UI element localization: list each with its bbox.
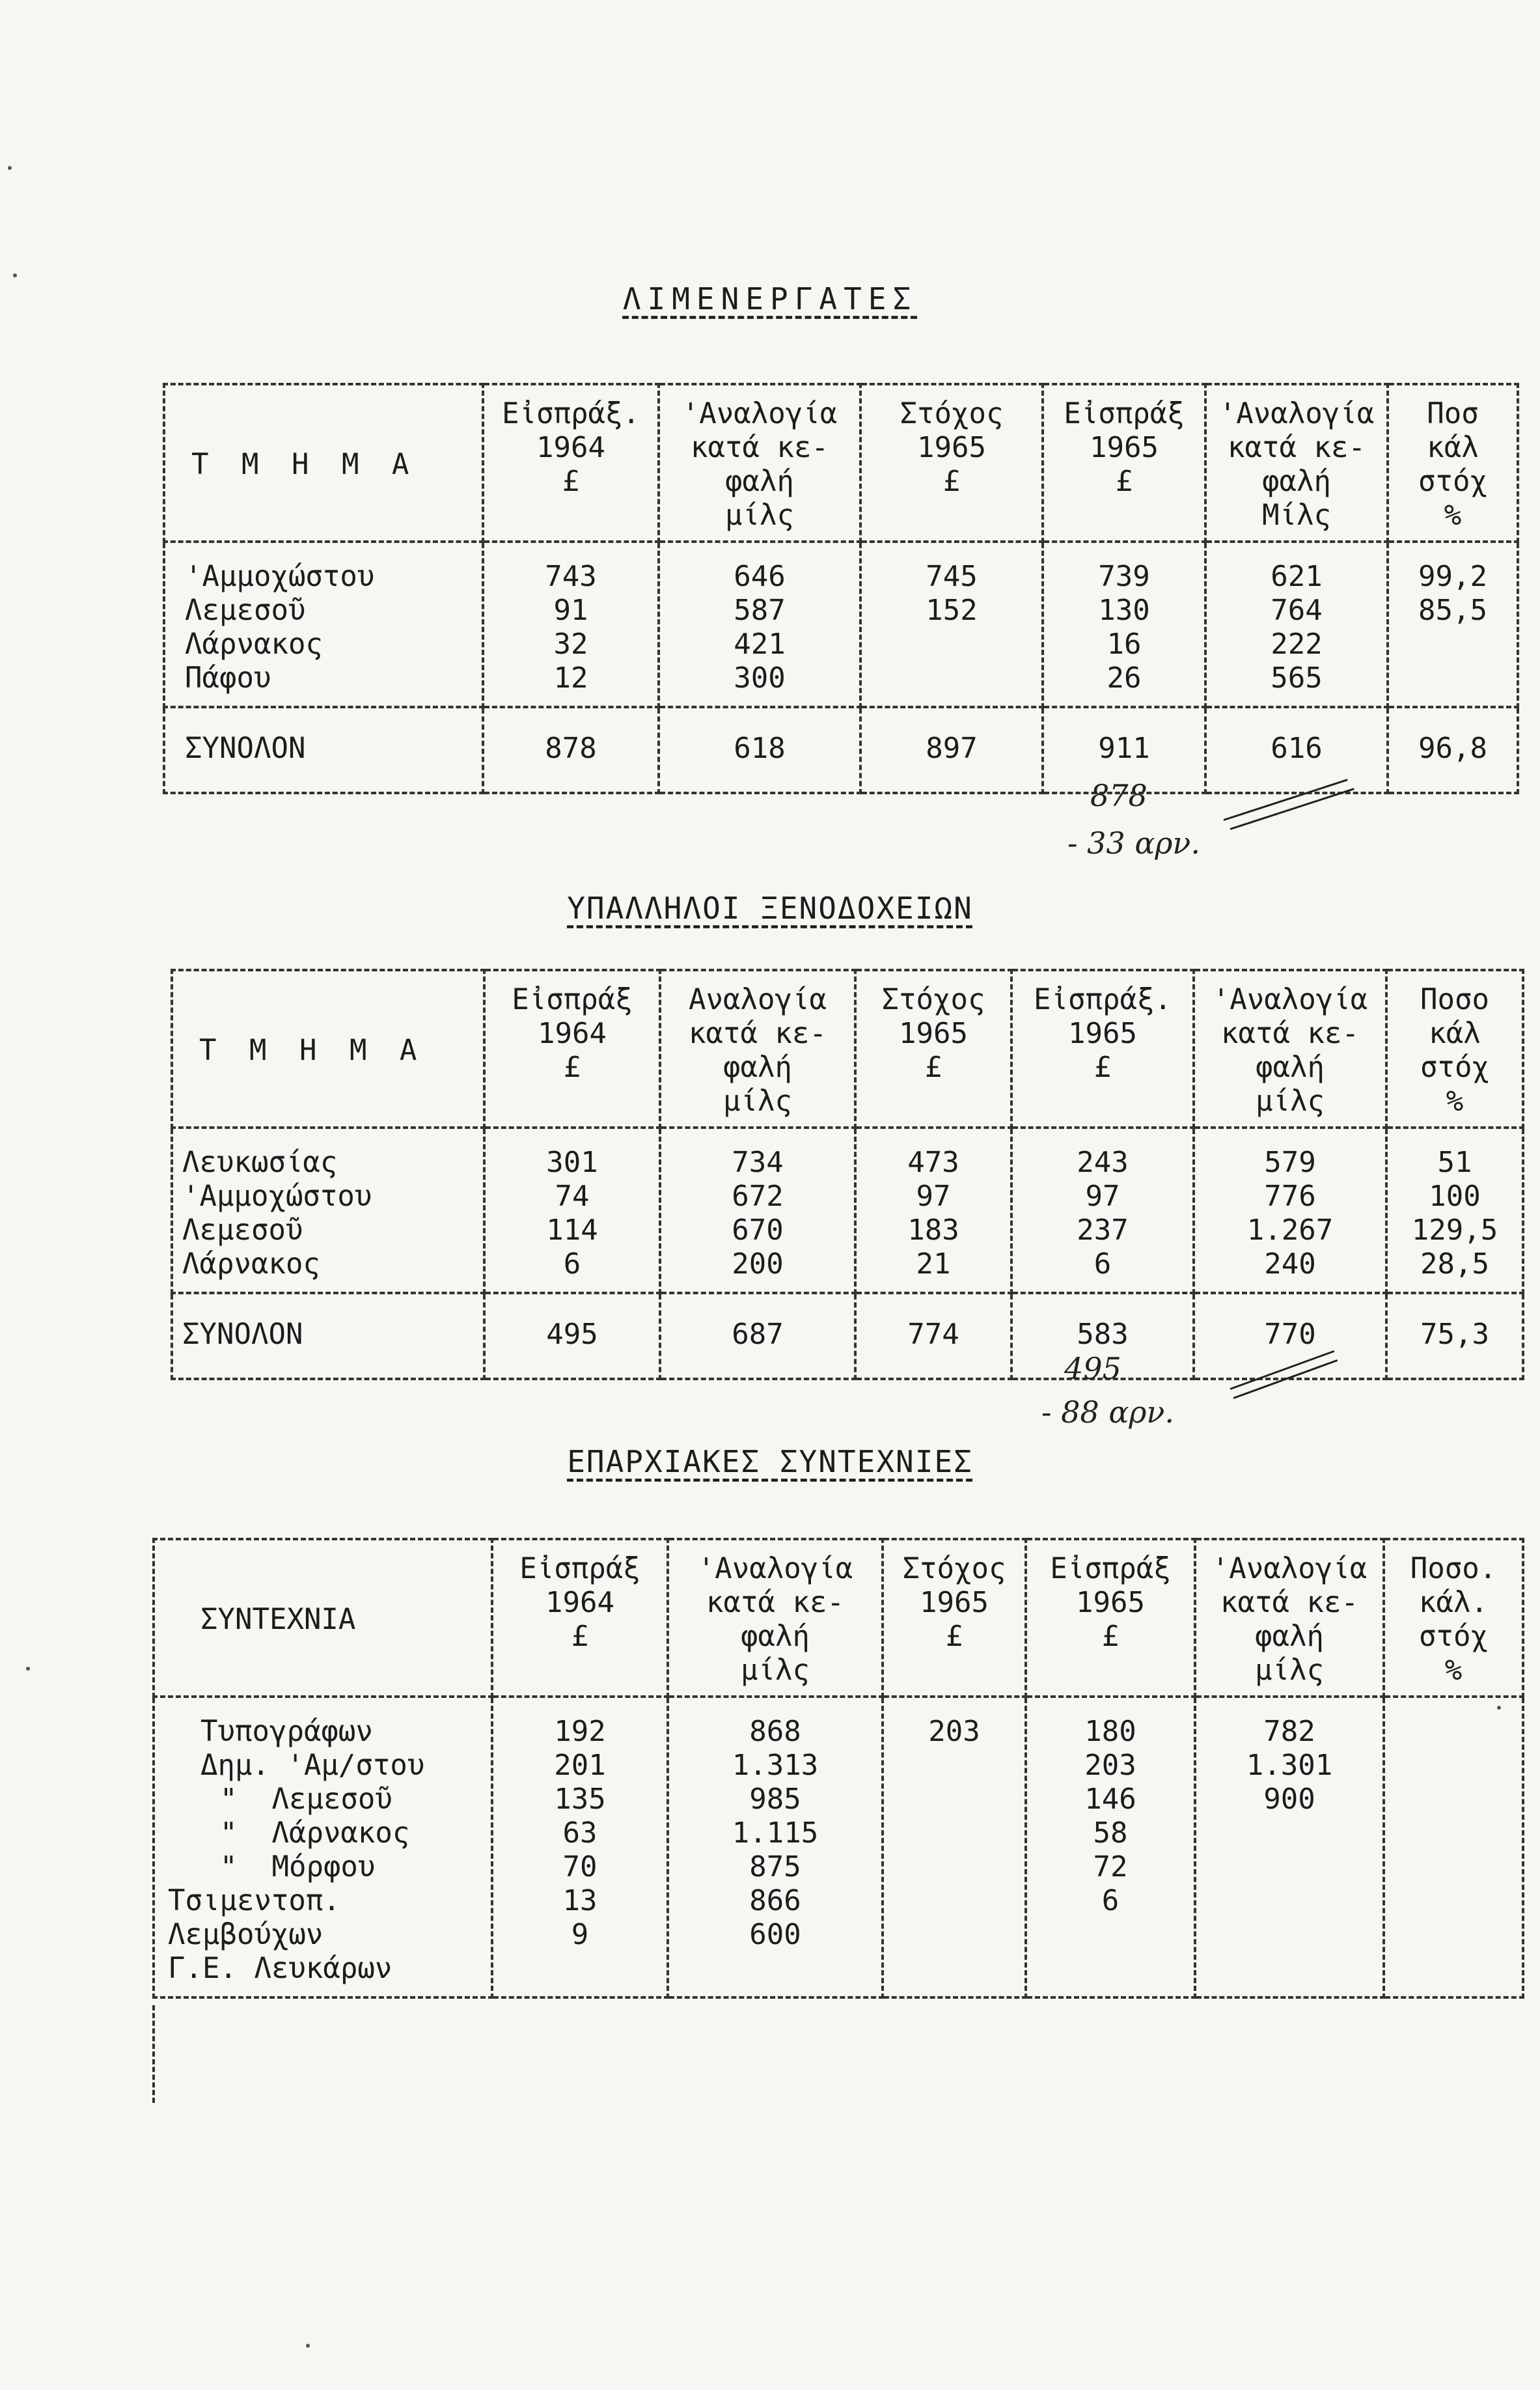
table-cell: 473: [907, 1146, 959, 1179]
ratio-1965-column: [1205, 542, 1388, 707]
table-cell: 201: [554, 1749, 606, 1782]
table-cell: 'Αμμοχώστου: [182, 1180, 372, 1213]
district-column: [172, 1128, 484, 1293]
total-cell: 616: [1205, 707, 1388, 793]
target-1965-column: [855, 1128, 1011, 1293]
ratio-1965-column: [1195, 1697, 1384, 1997]
receipts-1965-column: [1026, 1697, 1195, 1997]
column-header-receipts-1965: [1011, 970, 1194, 1128]
receipts-1964-column: [484, 1128, 660, 1293]
table-cell: " Μόρφου: [220, 1850, 376, 1883]
table-hotel-employees: [171, 969, 1524, 1380]
header-text: 'Αναλογία κατά κε- φαλή Μίλς: [1218, 397, 1375, 532]
total-row: [164, 707, 1518, 793]
table-cell: 621: [1271, 560, 1323, 593]
table-cell: Πάφου: [185, 661, 271, 695]
header-text: 'Αναλογία κατά κε- φαλή μίλς: [697, 1552, 853, 1687]
receipts-1964-column: [492, 1697, 668, 1997]
district-column: [164, 542, 483, 707]
header-text: Εἰσπράξ. 1965 £: [1034, 983, 1172, 1084]
target-1965-column: [860, 542, 1043, 707]
header-text: Ποσ κάλ στόχ %: [1418, 397, 1487, 532]
table-cell: 146: [1084, 1783, 1136, 1816]
table-cell: 237: [1077, 1214, 1129, 1247]
table-cell: 26: [1107, 661, 1142, 695]
table-header-row: [164, 384, 1518, 542]
header-text: Αναλογία κατά κε- φαλή μίλς: [689, 983, 827, 1118]
total-cell: 687: [660, 1293, 855, 1379]
table-body-rows: [172, 1128, 1523, 1293]
table-cell: 70: [562, 1850, 598, 1883]
table-cell: Τσιμεντοπ.: [168, 1884, 340, 1917]
column-header-ratio-1964: [660, 970, 855, 1128]
table-cell: 9: [571, 1918, 589, 1951]
table-cell: 866: [749, 1884, 801, 1917]
table-cell: 203: [1084, 1749, 1136, 1782]
percent-target-column: [1386, 1128, 1523, 1293]
ratio-1965-column: [1194, 1128, 1386, 1293]
table-cell: 421: [734, 628, 786, 661]
total-label: ΣΥΝΟΛΟΝ: [164, 707, 483, 793]
column-header-ratio-1964: [668, 1539, 883, 1697]
table-cell: Λεμεσοῦ: [182, 1214, 303, 1247]
handwritten-note: - 88 αρν.: [1041, 1395, 1175, 1430]
receipts-1965-column: [1043, 542, 1205, 707]
table-cell: 114: [546, 1214, 598, 1247]
table-cell: 13: [562, 1884, 598, 1917]
header-text: Ποσο κάλ στόχ %: [1420, 983, 1489, 1118]
total-cell: 897: [860, 707, 1043, 793]
table-cell: 868: [749, 1715, 801, 1748]
column-header-percent-target: [1384, 1539, 1523, 1697]
table-cell: 135: [554, 1783, 606, 1816]
table-cell: 97: [916, 1180, 951, 1213]
table-cell: 1.313: [732, 1749, 819, 1782]
ratio-1964-column: [659, 542, 860, 707]
scan-speck: [26, 1667, 30, 1671]
header-text: Εἰσπράξ 1964 £: [519, 1552, 640, 1653]
table-cell: 734: [732, 1146, 784, 1179]
table-cell: 'Αμμοχώστου: [185, 560, 375, 593]
column-header-target-1965: [860, 384, 1043, 542]
table-cell: 240: [1264, 1247, 1316, 1281]
column-header-ratio-1965: [1195, 1539, 1384, 1697]
total-cell: 75,3: [1386, 1293, 1523, 1379]
section-title-hotel-employees: ΥΠΑΛΛΗΛΟΙ ΞΕΝΟΔΟΧΕΙΩΝ: [567, 891, 973, 926]
table-cell: 180: [1084, 1715, 1136, 1748]
table-cell: Λεμβούχων: [168, 1918, 323, 1951]
receipts-1965-column: [1011, 1128, 1194, 1293]
column-header-percent-target: [1386, 970, 1523, 1128]
table-cell: 1.301: [1246, 1749, 1333, 1782]
table-cell: 985: [749, 1783, 801, 1816]
column-header-receipts-1964: [492, 1539, 668, 1697]
table-limenergates: [163, 383, 1519, 794]
table-header-row: [172, 970, 1523, 1128]
column-header-ratio-1965: [1205, 384, 1388, 542]
header-text: Εἰσπράξ 1965 £: [1064, 397, 1185, 498]
header-text: Εἰσπράξ 1965 £: [1050, 1552, 1171, 1653]
total-cell: 770: [1194, 1293, 1386, 1379]
total-label: ΣΥΝΟΛΟΝ: [172, 1293, 484, 1379]
table-cell: 587: [734, 594, 786, 627]
scan-speck: [306, 2344, 310, 2348]
table-cell: 782: [1263, 1715, 1315, 1748]
table-cell: 6: [1093, 1247, 1112, 1281]
table-cell: 129,5: [1411, 1214, 1498, 1247]
header-text: 'Αναλογία κατά κε- φαλή μίλς: [681, 397, 838, 532]
table-cell: 300: [734, 661, 786, 695]
table-cell: 21: [916, 1247, 951, 1281]
table-body-rows: [164, 542, 1518, 707]
table-cell: 12: [553, 661, 588, 695]
table-cell: 670: [732, 1214, 784, 1247]
header-text: Ποσο. κάλ. στόχ %: [1410, 1552, 1497, 1687]
handwritten-note: 495: [1064, 1351, 1121, 1386]
total-cell: 583: [1011, 1293, 1194, 1379]
table-cell: 565: [1271, 661, 1323, 695]
total-cell: 618: [659, 707, 860, 793]
handwritten-note: 878: [1090, 778, 1148, 813]
total-cell: 96,8: [1388, 707, 1518, 793]
table-cell: Δημ. 'Αμ/στου: [200, 1749, 425, 1782]
header-text: Εἰσπράξ 1964 £: [512, 983, 633, 1084]
table-cell: 672: [732, 1180, 784, 1213]
table-header-row: [154, 1539, 1523, 1697]
total-cell: 774: [855, 1293, 1011, 1379]
scan-speck: [8, 166, 12, 170]
table-cell: 51: [1437, 1146, 1472, 1179]
table-cell: 764: [1271, 594, 1323, 627]
table-cell: 200: [732, 1247, 784, 1281]
total-cell: 495: [484, 1293, 660, 1379]
table-cell: Τυπογράφων: [200, 1715, 373, 1748]
table-provincial-unions: [152, 1538, 1524, 1999]
table-cell: 6: [1101, 1884, 1120, 1917]
scan-speck: [1497, 1706, 1501, 1710]
table-cell: 58: [1093, 1816, 1128, 1850]
table-cell: 776: [1264, 1180, 1316, 1213]
table-cell: Λάρνακος: [185, 628, 323, 661]
percent-target-column: [1384, 1697, 1523, 1997]
table-cell: 72: [1093, 1850, 1128, 1883]
percent-target-column: [1388, 542, 1518, 707]
ratio-1964-column: [668, 1697, 883, 1997]
table-cell: 100: [1429, 1180, 1481, 1213]
table-cell: 130: [1098, 594, 1150, 627]
table-cell: Λεμεσοῦ: [185, 594, 306, 627]
header-text: 'Αναλογία κατά κε- φαλή μίλς: [1211, 1552, 1368, 1687]
table-cell: 99,2: [1418, 560, 1487, 593]
table-cell: 192: [554, 1715, 606, 1748]
scan-speck: [13, 273, 17, 277]
table-cell: 183: [907, 1214, 959, 1247]
table-cell: 63: [562, 1816, 598, 1850]
table-cell: 1.115: [732, 1816, 819, 1850]
table-cell: 74: [555, 1180, 590, 1213]
header-text: Στόχος 1965 £: [900, 397, 1004, 498]
total-cell: 911: [1043, 707, 1205, 793]
column-header-union: ΣΥΝΤΕΧΝΙΑ: [154, 1539, 492, 1697]
section-title-provincial-unions: ΕΠΑΡΧΙΑΚΕΣ ΣΥΝΤΕΧΝΙΕΣ: [567, 1444, 973, 1479]
column-header-target-1965: [883, 1539, 1026, 1697]
table-cell: Λευκωσίας: [182, 1146, 338, 1179]
table-cell: 203: [928, 1715, 980, 1748]
left-margin-dashed-line: [152, 2005, 155, 2103]
table-cell: 28,5: [1420, 1247, 1489, 1281]
column-header-target-1965: [855, 970, 1011, 1128]
table-cell: 152: [926, 594, 978, 627]
column-header-receipts-1965: [1026, 1539, 1195, 1697]
header-text: 'Αναλογία κατά κε- φαλή μίλς: [1212, 983, 1368, 1118]
header-text: Στόχος 1965 £: [902, 1552, 1006, 1653]
column-header-receipts-1964: [483, 384, 659, 542]
table-cell: 739: [1098, 560, 1150, 593]
receipts-1964-column: [483, 542, 659, 707]
column-header-ratio-1965: [1194, 970, 1386, 1128]
table-cell: 91: [553, 594, 588, 627]
table-cell: 745: [926, 560, 978, 593]
column-header-ratio-1964: [659, 384, 860, 542]
table-cell: 6: [563, 1247, 581, 1281]
ratio-1964-column: [660, 1128, 855, 1293]
header-text: Στόχος 1965 £: [881, 983, 985, 1084]
table-cell: 301: [546, 1146, 598, 1179]
handwritten-note: - 33 αρν.: [1067, 826, 1201, 861]
table-cell: 743: [545, 560, 597, 593]
column-header-percent-target: [1388, 384, 1518, 542]
table-cell: " Λεμεσοῦ: [220, 1783, 392, 1816]
table-cell: 646: [734, 560, 786, 593]
table-cell: 875: [749, 1850, 801, 1883]
column-header-receipts-1964: [484, 970, 660, 1128]
table-cell: " Λάρνακος: [220, 1816, 410, 1850]
table-cell: 222: [1271, 628, 1323, 661]
section-title-limenergates: ΛΙΜΕΝΕΡΓΑΤΕΣ: [622, 281, 918, 316]
table-cell: 32: [553, 628, 588, 661]
table-cell: 600: [749, 1918, 801, 1951]
column-header-tmima: Τ Μ Η Μ Α: [164, 384, 483, 542]
column-header-receipts-1965: [1043, 384, 1205, 542]
table-cell: 85,5: [1418, 594, 1487, 627]
table-cell: Γ.Ε. Λευκάρων: [168, 1952, 392, 1985]
table-body-rows: [154, 1697, 1523, 1997]
table-cell: 579: [1264, 1146, 1316, 1179]
table-cell: 16: [1107, 628, 1142, 661]
table-cell: Λάρνακος: [182, 1247, 320, 1281]
table-cell: 1.267: [1246, 1214, 1334, 1247]
table-cell: 900: [1263, 1783, 1315, 1816]
union-column: [154, 1697, 492, 1997]
table-cell: 243: [1077, 1146, 1129, 1179]
column-header-tmima: Τ Μ Η Μ Α: [172, 970, 484, 1128]
header-text: Εἰσπράξ. 1964 £: [502, 397, 640, 498]
table-cell: 97: [1085, 1180, 1120, 1213]
total-cell: 878: [483, 707, 659, 793]
target-1965-column: [883, 1697, 1026, 1997]
